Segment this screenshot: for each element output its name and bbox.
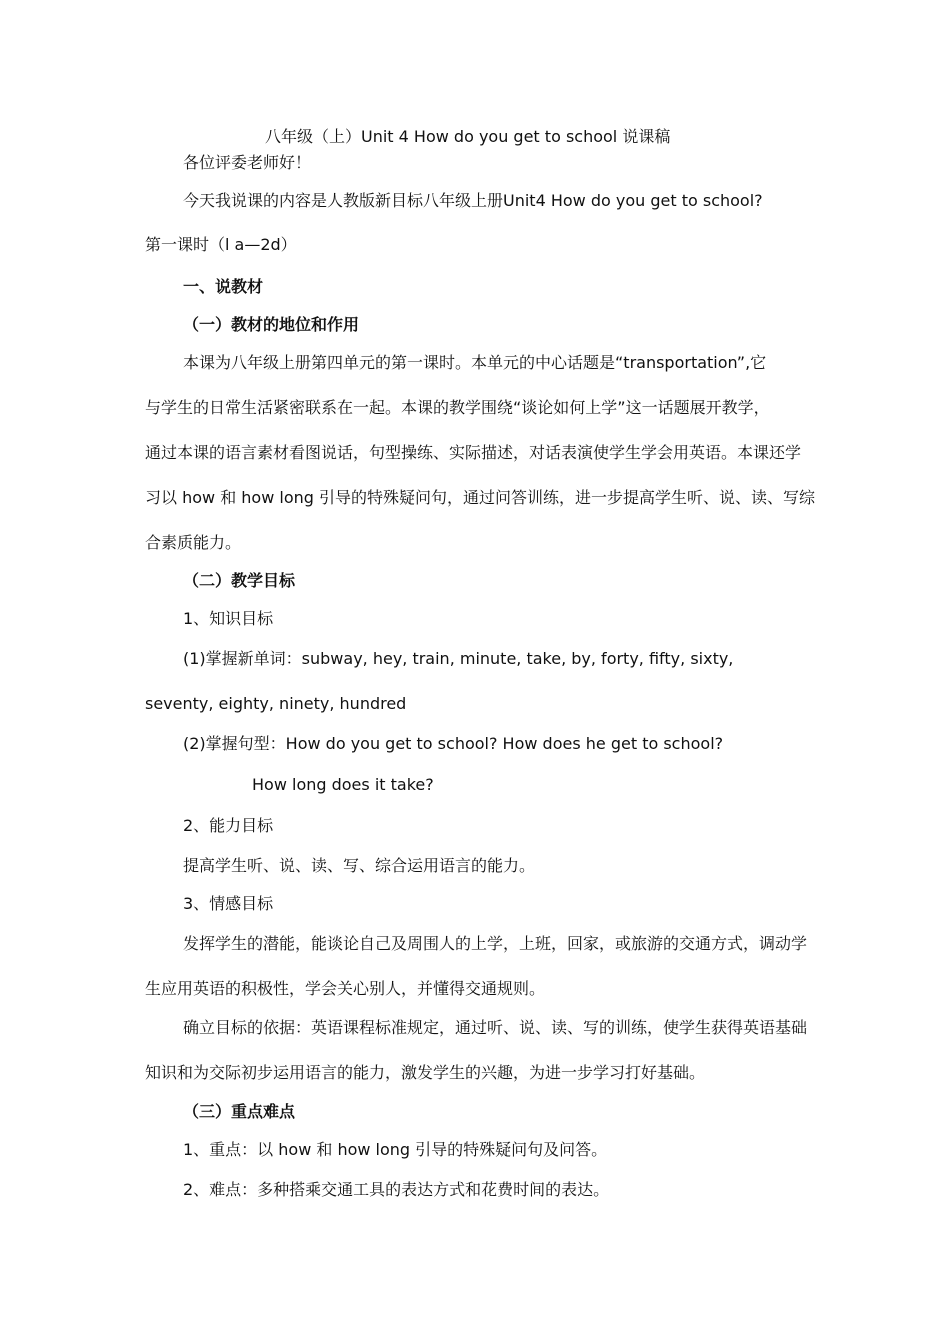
goal-2-heading: 2、能力目标 xyxy=(183,816,274,835)
section-heading-1: 一、说教材 xyxy=(183,277,264,296)
subsection-heading-2: （二）教学目标 xyxy=(183,571,296,590)
goal-1-item-2-line-2: How long does it take? xyxy=(252,775,434,794)
paragraph-line: 知识和为交际初步运用语言的能力，激发学生的兴趣，为进一步学习打好基础。 xyxy=(145,1063,706,1082)
goal-1-item-1-line-1: (1)掌握新单词：subway, hey, train, minute, take, by, forty, fifty, sixty, xyxy=(183,649,734,668)
key-point: 1、重点：以 how 和 how long 引导的特殊疑问句及问答。 xyxy=(183,1140,608,1159)
document-title: 八年级（上）Unit 4 How do you get to school 说课稿 xyxy=(265,127,671,146)
intro-line-2: 第一课时（l a—2d） xyxy=(145,235,297,254)
subsection-heading-3: （三）重点难点 xyxy=(183,1102,296,1121)
subsection-heading-1: （一）教材的地位和作用 xyxy=(183,315,360,334)
paragraph-line: 发挥学生的潜能，能谈论自己及周围人的上学，上班，回家，或旅游的交通方式，调动学 xyxy=(183,934,808,953)
paragraph-line: 通过本课的语言素材看图说话，句型操练、实际描述，对话表演使学生学会用英语。本课还学 xyxy=(145,443,802,462)
paragraph-line: 与学生的日常生活紧密联系在一起。本课的教学围绕“谈论如何上学”这一话题展开教学， xyxy=(145,398,770,417)
paragraph-line: 本课为八年级上册第四单元的第一课时。本单元的中心话题是“transportation”,它 xyxy=(183,353,767,372)
goal-1-item-1-line-2: seventy, eighty, ninety, hundred xyxy=(145,694,407,713)
paragraph-line: 习以 how 和 how long 引导的特殊疑问句，通过问答训练，进一步提高学生听、说、读、写综 xyxy=(145,488,815,507)
goal-1-item-2-line-1: (2)掌握句型：How do you get to school? How does he get to school? xyxy=(183,734,724,753)
goal-1-heading: 1、知识目标 xyxy=(183,609,274,628)
paragraph-line: 确立目标的依据：英语课程标准规定，通过听、说、读、写的训练，使学生获得英语基础 xyxy=(183,1018,808,1037)
goal-3-heading: 3、情感目标 xyxy=(183,894,274,913)
paragraph-line: 生应用英语的积极性，学会关心别人，并懂得交通规则。 xyxy=(145,979,546,998)
difficult-point: 2、难点：多种搭乘交通工具的表达方式和花费时间的表达。 xyxy=(183,1180,610,1199)
paragraph-line: 合素质能力。 xyxy=(145,533,242,552)
greeting: 各位评委老师好！ xyxy=(183,153,312,172)
goal-2-text: 提高学生听、说、读、写、综合运用语言的能力。 xyxy=(183,856,536,875)
intro-line-1: 今天我说课的内容是人教版新目标八年级上册Unit4 How do you get to school? xyxy=(183,191,763,210)
